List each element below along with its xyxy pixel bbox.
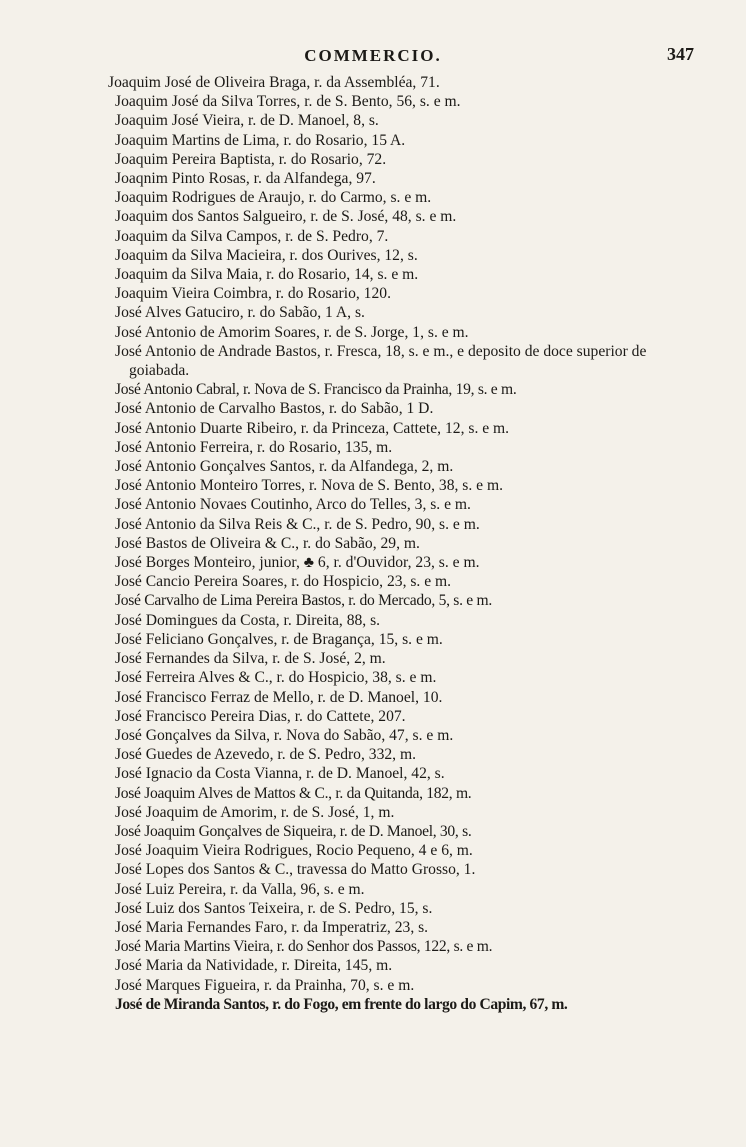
directory-entry: José Antonio Cabral, r. Nova de S. Francisco da Prainha, 19, s. e m. [115, 381, 517, 399]
directory-entry: José Joaquim de Amorim, r. de S. José, 1, m. [115, 803, 395, 821]
directory-entry: José Francisco Ferraz de Mello, r. de D. Manoel, 10. [115, 688, 443, 706]
directory-entry: Joaquim dos Santos Salgueiro, r. de S. José, 48, s. e m. [115, 208, 457, 226]
directory-entry: Joaquim Pereira Baptista, r. do Rosario, 72. [115, 150, 387, 168]
directory-entry: José Maria da Natividade, r. Direita, 145, m. [115, 957, 393, 975]
directory-entry: José Antonio Duarte Ribeiro, r. da Princeza, Cattete, 12, s. e m. [115, 419, 510, 437]
directory-entry: Joaquim José de Oliveira Braga, r. da Assembléa, 71. [108, 74, 440, 91]
directory-entry: Joaquim José da Silva Torres, r. de S. Bento, 56, s. e m. [115, 93, 461, 111]
directory-entry: Joaquim Martins de Lima, r. do Rosario, 15 A. [115, 131, 406, 149]
directory-entry: José Ignacio da Costa Vianna, r. de D. Manoel, 42, s. [115, 765, 445, 783]
directory-entry: José Cancio Pereira Soares, r. do Hospicio, 23, s. e m. [115, 573, 452, 591]
directory-entry: José Domingues da Costa, r. Direita, 88, s. [115, 611, 381, 629]
directory-entry: José Lopes dos Santos & C., travessa do Matto Grosso, 1. [115, 861, 476, 879]
directory-entry: José Francisco Pereira Dias, r. do Cattete, 207. [115, 707, 406, 725]
directory-entry: Joaquim Rodrigues de Araujo, r. do Carmo, s. e m. [115, 189, 432, 207]
directory-entry: José Marques Figueira, r. da Prainha, 70, s. e m. [115, 976, 415, 994]
running-title: COMMERCIO. [304, 46, 442, 65]
directory-entry: José Luiz dos Santos Teixeira, r. de S. Pedro, 15, s. [115, 899, 433, 917]
directory-entry: José Bastos de Oliveira & C., r. do Sabão, 29, m. [115, 534, 420, 552]
directory-entry: José Feliciano Gonçalves, r. de Bragança, 15, s. e m. [115, 630, 443, 648]
directory-entry: Joaquim da Silva Maia, r. do Rosario, 14, s. e m. [115, 266, 419, 284]
directory-entry: José Joaquim Gonçalves de Siqueira, r. de D. Manoel, 30, s. [115, 822, 472, 840]
directory-entry: José Luiz Pereira, r. da Valla, 96, s. e m. [115, 880, 365, 898]
directory-entry: Joaquim Vieira Coimbra, r. do Rosario, 120. [115, 285, 391, 303]
directory-entry: Joaqnim Pinto Rosas, r. da Alfandega, 97. [115, 170, 376, 188]
directory-entry: José Carvalho de Lima Pereira Bastos, r. do Mercado, 5, s. e m. [115, 592, 492, 610]
directory-entry: José de Miranda Santos, r. do Fogo, em frente do largo do Capim, 67, m. [115, 995, 568, 1013]
directory-entry: José Antonio Ferreira, r. do Rosario, 135, m. [115, 438, 393, 456]
page-number: 347 [667, 44, 694, 64]
directory-entry: José Maria Martins Vieira, r. do Senhor dos Passos, 122, s. e m. [115, 938, 493, 956]
directory-entry-list [108, 73, 688, 1014]
directory-entry: José Ferreira Alves & C., r. do Hospicio, 38, s. e m. [115, 669, 437, 687]
directory-entry: José Antonio de Amorim Soares, r. de S. Jorge, 1, s. e m. [115, 323, 469, 341]
directory-entry: Joaquim da Silva Macieira, r. dos Ourives, 12, s. [115, 246, 418, 264]
directory-entry: José Fernandes da Silva, r. de S. José, 2, m. [115, 650, 386, 668]
directory-entry: José Gonçalves da Silva, r. Nova do Sabão, 47, s. e m. [115, 726, 454, 744]
page-header [0, 44, 746, 68]
directory-entry: José Alves Gatuciro, r. do Sabão, 1 A, s. [115, 304, 365, 322]
directory-entry: José Antonio Novaes Coutinho, Arco do Telles, 3, s. e m. [115, 496, 471, 514]
directory-entry: José Antonio da Silva Reis & C., r. de S. Pedro, 90, s. e m. [115, 515, 480, 533]
directory-entry: Joaquim da Silva Campos, r. de S. Pedro, 7. [115, 227, 389, 245]
directory-entry: Joaquim José Vieira, r. de D. Manoel, 8, s. [115, 112, 379, 130]
directory-entry: José Antonio de Carvalho Bastos, r. do Sabão, 1 D. [115, 400, 434, 418]
directory-entry: José Joaquim Alves de Mattos & C., r. da Quitanda, 182, m. [115, 784, 472, 802]
directory-entry: José Maria Fernandes Faro, r. da Imperatriz, 23, s. [115, 918, 429, 936]
directory-entry: José Joaquim Vieira Rodrigues, Rocio Pequeno, 4 e 6, m. [115, 842, 473, 860]
directory-entry: José Borges Monteiro, junior, ♣ 6, r. d'Ouvidor, 23, s. e m. [115, 554, 480, 572]
directory-entry: José Antonio Monteiro Torres, r. Nova de S. Bento, 38, s. e m. [115, 477, 503, 495]
directory-entry: José Guedes de Azevedo, r. de S. Pedro, 332, m. [115, 746, 416, 764]
directory-entry: José Antonio Gonçalves Santos, r. da Alfandega, 2, m. [115, 458, 454, 476]
directory-entry: José Antonio de Andrade Bastos, r. Fresca, 18, s. e m., e deposito de doce superior de goiabada. [115, 342, 647, 380]
